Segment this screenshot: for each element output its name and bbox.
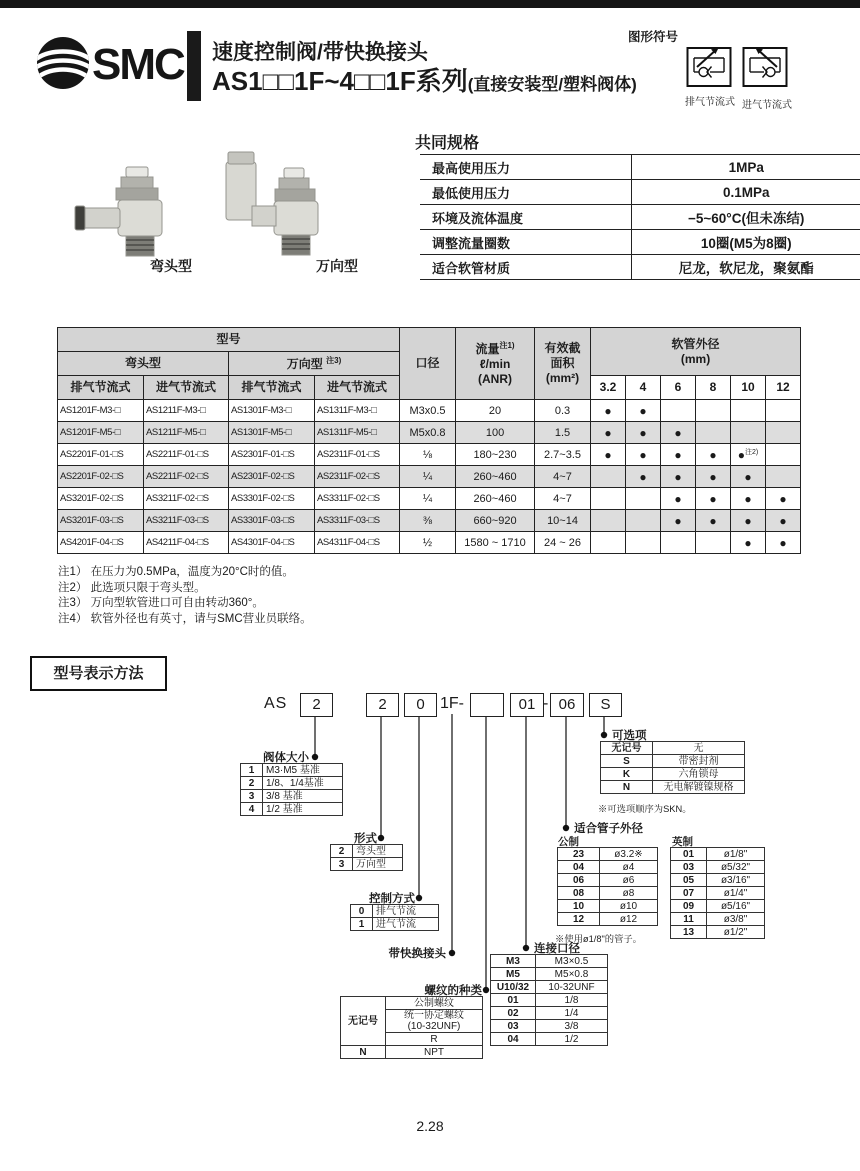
intake-symbol-caption: 进气节流式: [742, 100, 792, 111]
control-code: 0: [351, 905, 373, 918]
port-size-value: 1/8: [536, 994, 608, 1007]
spec-label: 最低使用压力: [420, 180, 632, 205]
style-row: [331, 845, 403, 858]
option-row: [601, 768, 745, 781]
series-word: 系列: [415, 66, 468, 96]
port-size-table: [490, 954, 608, 1046]
tube-od-availability-dot: ●: [661, 422, 696, 444]
body-size-value: 1/8、1/4基准: [263, 777, 343, 790]
common-specs-table: [420, 154, 860, 280]
tube-od-availability-dot: ●: [766, 532, 801, 554]
sub-col-header: 排气节流式: [58, 376, 144, 400]
tube-od-availability-dot: [766, 444, 801, 466]
intake-throttle-symbol-icon: [742, 40, 788, 88]
option-code: S: [601, 755, 653, 768]
tube-od-availability-dot: [591, 488, 626, 510]
thread-value: NPT: [386, 1046, 483, 1059]
control-row: [351, 905, 439, 918]
body-size-row: [241, 803, 343, 816]
tube-od-inch-value: ø3/16": [707, 874, 765, 887]
body-size-table: [240, 763, 343, 816]
port-size-row: [491, 981, 608, 994]
port-size-row: [491, 1033, 608, 1046]
tube-od-inch-code: 13: [671, 926, 707, 939]
style-table: [330, 844, 403, 871]
option-row: [601, 742, 745, 755]
code-dash: -: [543, 695, 549, 712]
tube-od-inch-value: ø1/8": [707, 848, 765, 861]
tube-od-availability-dot: ●: [731, 510, 766, 532]
tube-od-inch-value: ø1/2": [707, 926, 765, 939]
tube-size-header: 12: [766, 376, 801, 400]
spec-value: 1MPa: [632, 155, 860, 180]
tube-od-metric-row: [558, 887, 658, 900]
flow-header: 流量$^{注1)}$ ℓ/min (ANR): [456, 328, 535, 400]
port-size-row: [491, 1007, 608, 1020]
header-divider-bar: [187, 31, 201, 101]
tube-od-availability-dot: [591, 466, 626, 488]
series-qualifier: (直接安装型/塑料阀体): [467, 75, 637, 94]
model-number: AS4301F-04-□S: [229, 532, 315, 554]
tube-od-availability-dot: ●: [731, 466, 766, 488]
bore-value: ¼: [400, 466, 456, 488]
fitting-label: 带快换接头: [388, 948, 446, 960]
thread-type-table: [340, 996, 483, 1059]
tube-od-availability-dot: [766, 422, 801, 444]
spec-row: [420, 155, 860, 180]
series-code: AS1□□1F~4□□1F: [212, 66, 416, 96]
port-size-code: M3: [491, 955, 536, 968]
tube-od-inch-row: [671, 926, 765, 939]
brand-text: SMC: [92, 40, 184, 89]
model-table-row: [58, 466, 801, 488]
body-size-code: 3: [241, 790, 263, 803]
common-specs-title: 共同规格: [415, 135, 480, 152]
options-label: 可选项: [612, 730, 647, 742]
elbow-type-label: 弯头型: [150, 258, 192, 274]
tube-od-metric-value: ø3.2※: [600, 848, 658, 861]
bore-value: ⅛: [400, 444, 456, 466]
option-code: K: [601, 768, 653, 781]
area-value: 1.5: [535, 422, 591, 444]
body-size-code: 1: [241, 764, 263, 777]
tube-od-availability-dot: [731, 400, 766, 422]
spec-label: 最高使用压力: [420, 155, 632, 180]
tube-od-metric-code: 08: [558, 887, 600, 900]
port-size-row: [491, 1020, 608, 1033]
body-size-value: 3/8 基准: [263, 790, 343, 803]
body-size-row: [241, 790, 343, 803]
tube-od-metric-row: [558, 848, 658, 861]
model-number: AS1301F-M3-□: [229, 400, 315, 422]
options-table: [600, 741, 745, 794]
spec-row: [420, 255, 860, 280]
bore-value: M5x0.8: [400, 422, 456, 444]
tube-od-header: 软管外径 (mm): [591, 328, 801, 376]
tube-od-inch-row: [671, 913, 765, 926]
footnote-line: 注2） 此选项只限于弯头型。: [58, 581, 206, 594]
flow-value: 100: [456, 422, 535, 444]
model-number: AS1201F-M3-□: [58, 400, 144, 422]
spec-label: 环境及流体温度: [420, 205, 632, 230]
exhaust-symbol-caption: 排气节流式: [685, 97, 735, 108]
tube-size-header: 6: [661, 376, 696, 400]
port-size-value: 10-32UNF: [536, 981, 608, 994]
port-size-row: [491, 968, 608, 981]
area-value: 10~14: [535, 510, 591, 532]
port-size-row: [491, 994, 608, 1007]
model-number: AS3301F-02-□S: [229, 488, 315, 510]
style-code: 2: [331, 845, 353, 858]
tube-od-inch-row: [671, 900, 765, 913]
tube-od-availability-dot: [696, 422, 731, 444]
tube-od-metric-code: 06: [558, 874, 600, 887]
style-value: 弯头型: [353, 845, 403, 858]
code-box-port-size: 01: [510, 693, 544, 717]
model-selection-table: [57, 327, 801, 554]
model-table-row: [58, 444, 801, 466]
model-number: AS2311F-02-□S: [315, 466, 400, 488]
page-number: 2.28: [416, 1118, 444, 1134]
area-header: 有效截 面积 (mm²): [535, 328, 591, 400]
control-value: 进气节流: [373, 918, 439, 931]
body-size-row: [241, 777, 343, 790]
model-number: AS3201F-02-□S: [58, 488, 144, 510]
spec-row: [420, 205, 860, 230]
tube-od-metric-code: 12: [558, 913, 600, 926]
control-row: [351, 918, 439, 931]
code-box-option: S: [589, 693, 622, 717]
option-value: 无: [653, 742, 745, 755]
port-size-code: U10/32: [491, 981, 536, 994]
style-row: [331, 858, 403, 871]
tube-od-availability-dot: ●: [766, 510, 801, 532]
body-size-value: M3·M5 基准: [263, 764, 343, 777]
tube-od-availability-dot: [661, 400, 696, 422]
tube-od-inch-row: [671, 874, 765, 887]
tube-od-availability-dot: ●: [626, 466, 661, 488]
model-number: AS3211F-03-□S: [144, 510, 229, 532]
exhaust-throttle-symbol-icon: [686, 40, 732, 88]
tube-od-availability-dot: ●: [696, 444, 731, 466]
tube-od-availability-dot: [696, 532, 731, 554]
body-size-code: 4: [241, 803, 263, 816]
option-value: 无电解镀镍规格: [653, 781, 745, 794]
footnotes: [58, 565, 312, 627]
metric-footnote: ※使用ø1/8"的管子。: [555, 934, 642, 944]
port-size-code: 01: [491, 994, 536, 1007]
model-number: AS2201F-01-□S: [58, 444, 144, 466]
spec-value: 0.1MPa: [632, 180, 860, 205]
tube-od-availability-dot: [661, 532, 696, 554]
tube-od-metric-row: [558, 900, 658, 913]
elbow-type-product-image: [72, 166, 197, 262]
tube-od-availability-dot: ●: [696, 466, 731, 488]
spec-row: [420, 230, 860, 255]
model-number: AS3211F-02-□S: [144, 488, 229, 510]
tube-od-inch-code: 07: [671, 887, 707, 900]
tube-od-metric-row: [558, 913, 658, 926]
inch-label: 英制: [672, 836, 693, 848]
tube-od-metric-row: [558, 874, 658, 887]
code-box-thread-blank: [470, 693, 504, 717]
tube-od-availability-dot: ●: [591, 400, 626, 422]
model-number: AS2211F-02-□S: [144, 466, 229, 488]
elbow-group-header: 弯头型: [58, 352, 229, 376]
model-table-row: [58, 532, 801, 554]
code-box-style: 2: [366, 693, 399, 717]
footnote-line: 注3） 万向型软管进口可自由转动360°。: [58, 597, 264, 609]
tube-od-inch-row: [671, 861, 765, 874]
model-number: AS4201F-04-□S: [58, 532, 144, 554]
tube-od-inch-code: 01: [671, 848, 707, 861]
sub-col-header: 进气节流式: [144, 376, 229, 400]
thread-row: [341, 1046, 483, 1059]
tube-od-inch-row: [671, 848, 765, 861]
thread-value: 公制螺纹: [386, 997, 483, 1010]
bore-header: 口径: [400, 328, 456, 400]
options-footnote: ※可选项顺序为SKN。: [598, 804, 692, 814]
tube-od-inch-code: 03: [671, 861, 707, 874]
tube-od-metric-table: [557, 847, 658, 926]
tube-od-availability-dot: ●: [626, 444, 661, 466]
spec-value: 尼龙，软尼龙，聚氨酯: [632, 255, 860, 280]
bore-value: M3x0.5: [400, 400, 456, 422]
model-table-row: [58, 400, 801, 422]
tube-od-inch-code: 09: [671, 900, 707, 913]
graphic-symbol-label: 图形符号: [628, 30, 679, 44]
tube-od-availability-dot: [731, 422, 766, 444]
tube-od-availability-dot: ●: [731, 488, 766, 510]
tube-od-metric-value: ø12: [600, 913, 658, 926]
flow-value: 260~460: [456, 488, 535, 510]
model-number: AS3311F-03-□S: [315, 510, 400, 532]
model-number: AS3201F-03-□S: [58, 510, 144, 532]
tube-od-availability-dot: ●: [661, 510, 696, 532]
tube-od-label: 适合管子外径: [574, 823, 643, 835]
tube-od-inch-row: [671, 887, 765, 900]
port-size-value: 3/8: [536, 1020, 608, 1033]
flow-value: 260~460: [456, 466, 535, 488]
tube-od-availability-dot: [766, 466, 801, 488]
series-title: [212, 61, 637, 98]
port-size-row: [491, 955, 608, 968]
smc-logo: [36, 34, 196, 92]
control-value: 排气节流: [373, 905, 439, 918]
model-number: AS1311F-M5-□: [315, 422, 400, 444]
tube-od-metric-code: 10: [558, 900, 600, 913]
spec-row: [420, 180, 860, 205]
thread-value: 统一协定螺纹 (10-32UNF): [386, 1010, 483, 1033]
port-size-label: 连接口径: [534, 943, 580, 955]
tube-od-inch-code: 05: [671, 874, 707, 887]
model-number: AS1211F-M3-□: [144, 400, 229, 422]
body-size-label: 阀体大小: [263, 752, 309, 764]
model-table-row: [58, 422, 801, 444]
tube-od-inch-code: 11: [671, 913, 707, 926]
bore-value: ¼: [400, 488, 456, 510]
model-number: AS4211F-04-□S: [144, 532, 229, 554]
flow-value: 20: [456, 400, 535, 422]
area-value: 4~7: [535, 466, 591, 488]
tube-od-availability-dot: [626, 488, 661, 510]
tube-size-header: 8: [696, 376, 731, 400]
model-number: AS2301F-01-□S: [229, 444, 315, 466]
tube-size-header: 4: [626, 376, 661, 400]
tube-od-metric-code: 04: [558, 861, 600, 874]
tube-od-availability-dot: ●: [731, 532, 766, 554]
tube-od-availability-dot: ●: [591, 444, 626, 466]
style-value: 万向型: [353, 858, 403, 871]
flow-value: 660~920: [456, 510, 535, 532]
option-value: 六角锁母: [653, 768, 745, 781]
spec-label: 适合软管材质: [420, 255, 632, 280]
model-number: AS3311F-02-□S: [315, 488, 400, 510]
spec-label: 调整流量圈数: [420, 230, 632, 255]
universal-type-product-image: [218, 150, 348, 264]
universal-type-label: 万向型: [316, 258, 358, 274]
port-size-value: M3×0.5: [536, 955, 608, 968]
tube-od-availability-dot: ●: [661, 444, 696, 466]
model-number: AS2211F-01-□S: [144, 444, 229, 466]
option-code: N: [601, 781, 653, 794]
port-size-value: 1/4: [536, 1007, 608, 1020]
model-number: AS2201F-02-□S: [58, 466, 144, 488]
tube-od-availability-dot: ●: [696, 488, 731, 510]
model-number: AS2311F-01-□S: [315, 444, 400, 466]
tube-od-metric-value: ø10: [600, 900, 658, 913]
model-column-title: 型号: [58, 328, 400, 352]
body-size-row: [241, 764, 343, 777]
tube-od-availability-dot: [696, 400, 731, 422]
tube-od-metric-row: [558, 861, 658, 874]
option-value: 带密封剂: [653, 755, 745, 768]
page-title: 速度控制阀/带快换接头: [212, 41, 428, 64]
footnote-line: 注1） 在压力为0.5MPa，温度为20°C时的值。: [58, 566, 294, 578]
tube-od-metric-value: ø4: [600, 861, 658, 874]
bore-value: ⅜: [400, 510, 456, 532]
code-box-control: 0: [404, 693, 437, 717]
model-number: AS4311F-04-□S: [315, 532, 400, 554]
spec-value: −5~60°C(但未冻结): [632, 205, 860, 230]
bore-value: ½: [400, 532, 456, 554]
area-value: 0.3: [535, 400, 591, 422]
tube-od-availability-dot: ●: [696, 510, 731, 532]
tube-od-inch-value: ø3/8": [707, 913, 765, 926]
sub-col-header: 排气节流式: [229, 376, 315, 400]
tube-od-metric-value: ø8: [600, 887, 658, 900]
tube-od-availability-dot: ●: [591, 422, 626, 444]
model-number: AS3301F-03-□S: [229, 510, 315, 532]
area-value: 24 ~ 26: [535, 532, 591, 554]
tube-od-availability-dot: ●$^{注2)}$: [731, 444, 766, 466]
port-size-value: 1/2: [536, 1033, 608, 1046]
style-code: 3: [331, 858, 353, 871]
thread-row: [341, 997, 483, 1010]
thread-code: 无记号: [341, 997, 386, 1046]
flow-value: 180~230: [456, 444, 535, 466]
thread-value: R: [386, 1033, 483, 1046]
model-number: AS1311F-M3-□: [315, 400, 400, 422]
tube-od-metric-value: ø6: [600, 874, 658, 887]
model-number: AS1211F-M5-□: [144, 422, 229, 444]
port-size-code: 04: [491, 1033, 536, 1046]
option-row: [601, 755, 745, 768]
control-label: 控制方式: [369, 893, 415, 905]
control-table: [350, 904, 439, 931]
how-to-order-title: 型号表示方法: [30, 656, 167, 691]
code-box-tube-od: 06: [550, 693, 584, 717]
port-size-value: M5×0.8: [536, 968, 608, 981]
style-label: 形式: [354, 833, 377, 845]
port-size-code: M5: [491, 968, 536, 981]
model-table-row: [58, 488, 801, 510]
metric-label: 公制: [558, 836, 579, 848]
tube-od-inch-value: ø1/4": [707, 887, 765, 900]
tube-od-availability-dot: [626, 510, 661, 532]
thread-type-label: 螺纹的种类: [424, 985, 482, 997]
tube-od-inch-table: [670, 847, 765, 939]
area-value: 4~7: [535, 488, 591, 510]
option-code: 无记号: [601, 742, 653, 755]
tube-od-availability-dot: [591, 510, 626, 532]
model-number: AS1201F-M5-□: [58, 422, 144, 444]
tube-od-availability-dot: [591, 532, 626, 554]
port-size-code: 02: [491, 1007, 536, 1020]
code-box-body-size: 2: [300, 693, 333, 717]
model-number: AS2301F-02-□S: [229, 466, 315, 488]
tube-od-availability-dot: ●: [661, 466, 696, 488]
footnote-line: 注4） 软管外径也有英寸，请与SMC营业员联络。: [58, 612, 312, 625]
tube-od-availability-dot: ●: [661, 488, 696, 510]
tube-od-availability-dot: ●: [626, 422, 661, 444]
tube-od-availability-dot: [626, 532, 661, 554]
top-border-bar: [0, 0, 860, 8]
tube-size-header: 10: [731, 376, 766, 400]
body-size-code: 2: [241, 777, 263, 790]
tube-od-inch-value: ø5/32": [707, 861, 765, 874]
model-table-row: [58, 510, 801, 532]
option-row: [601, 781, 745, 794]
code-mid-text: 1F-: [440, 695, 464, 712]
spec-value: 10圈(M5为8圈): [632, 230, 860, 255]
universal-group-header: 万向型 $^{注3)}$: [229, 352, 400, 376]
thread-code: N: [341, 1046, 386, 1059]
code-prefix: AS: [264, 695, 288, 712]
tube-od-inch-value: ø5/16": [707, 900, 765, 913]
model-number: AS1301F-M5-□: [229, 422, 315, 444]
tube-size-header: 3.2: [591, 376, 626, 400]
port-size-code: 03: [491, 1020, 536, 1033]
tube-od-availability-dot: [766, 400, 801, 422]
control-code: 1: [351, 918, 373, 931]
flow-value: 1580 ~ 1710: [456, 532, 535, 554]
area-value: 2.7~3.5: [535, 444, 591, 466]
tube-od-availability-dot: ●: [766, 488, 801, 510]
body-size-value: 1/2 基准: [263, 803, 343, 816]
tube-od-metric-code: 23: [558, 848, 600, 861]
tube-od-availability-dot: ●: [626, 400, 661, 422]
sub-col-header: 进气节流式: [315, 376, 400, 400]
